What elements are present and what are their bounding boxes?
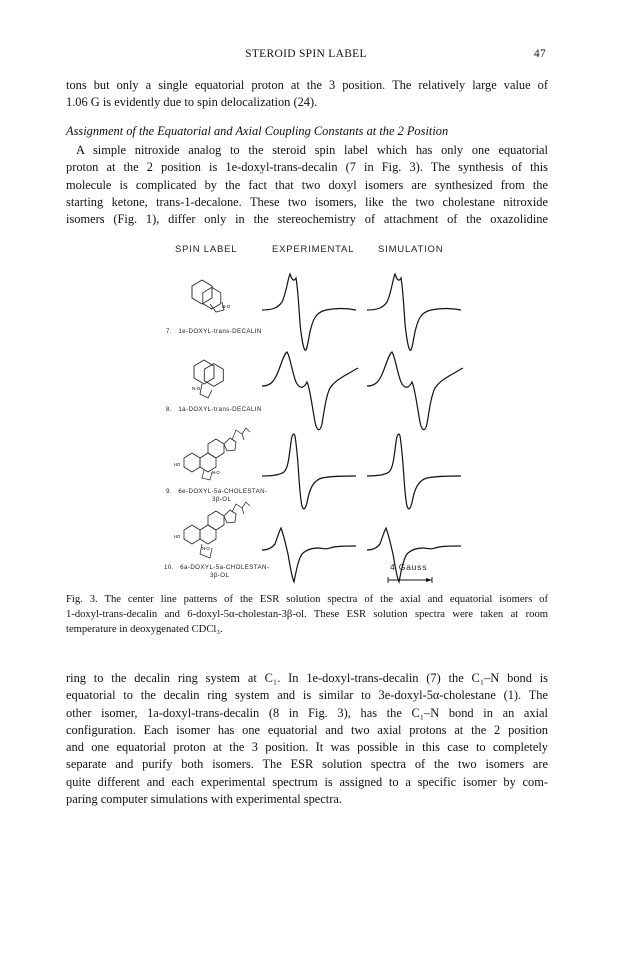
molecule-number: 7. <box>166 328 172 335</box>
column-header-experimental: EXPERIMENTAL <box>272 244 355 255</box>
paragraph-2 <box>66 142 548 228</box>
molecule-7-structure <box>180 274 240 324</box>
molecule-8-structure <box>180 352 240 402</box>
page-number: 47 <box>533 48 546 60</box>
caption-line: 1-doxyl-trans-decalin and 6-doxyl-5α-cholestan-3β-ol. These ESR solution spectra were taken at room <box>66 609 548 620</box>
text-line: and one equatorial proton at the 3 position. It was possible in this case to completely <box>66 740 548 755</box>
spectrum-8-experimental <box>260 348 360 434</box>
column-header-simulation: SIMULATION <box>378 244 444 255</box>
paragraph-3 <box>66 670 548 808</box>
molecule-name: 1e-DOXYL-trans-DECALIN <box>178 328 262 335</box>
nitroxide-label: N-O <box>212 470 220 475</box>
scale-label: 4 Gauss <box>390 562 428 572</box>
figure-caption <box>66 592 548 637</box>
running-title: STEROID SPIN LABEL <box>245 48 367 60</box>
molecule-name: 6e-DOXYL-5a-CHOLESTAN- <box>178 488 268 495</box>
text-line: equatorial to the decalin ring system and is similar to 3e-doxyl-5α-cholestane (1). The <box>66 688 548 703</box>
text-line: proton at the 2 position is 1e-doxyl-trans-decalin (7 in Fig. 3). The synthesis of this <box>66 160 548 175</box>
molecule-number: 9. <box>166 488 172 495</box>
spectrum-9-experimental <box>260 428 360 514</box>
text-line: configuration. Each isomer has one equatorial and two axial protons at the 2 position <box>66 722 548 737</box>
running-head <box>66 48 546 64</box>
figure-3 <box>150 244 480 588</box>
molecule-name: 6a-DOXYL-5a-CHOLESTAN- <box>180 564 270 571</box>
text-line: tons but only a single equatorial proton at the 3 position. The relatively large value of <box>66 78 548 92</box>
caption-line: Fig. 3. The center line patterns of the ESR solution spectra of the axial and equatorial isomers of <box>66 594 548 605</box>
hydroxyl-label: HO <box>174 462 181 467</box>
text-line: separate and purify both isomers. The ESR solution spectra of the two isomers are <box>66 757 548 772</box>
text-line: starting ketone, trans-1-decalone. These two isomers, like the two cholestane nitroxide <box>66 194 548 209</box>
text-line: isomers (Fig. 1), differ only in the stereochemistry of attachment of the oxazolidine <box>66 212 548 227</box>
molecule-10-structure <box>172 500 252 566</box>
scale-bar <box>386 576 434 584</box>
section-heading: Assignment of the Equatorial and Axial Coupling Constants at the 2 Position <box>66 124 449 138</box>
nitroxide-label: N-O <box>192 386 201 391</box>
text-line: A simple nitroxide analog to the steroid spin label which has only one equatorial <box>76 143 548 157</box>
molecule-label-7 <box>166 328 262 336</box>
text-line: 1.06 G is evidently due to spin delocalization (24). <box>66 95 318 110</box>
molecule-name: 1a-DOXYL-trans-DECALIN <box>178 406 262 413</box>
text-line: ring to the decalin ring system at C₁. In 1e-doxyl-trans-decalin (7) the C₁–N bond is <box>66 671 548 685</box>
spectrum-10-experimental <box>260 510 360 596</box>
molecule-label-10 <box>164 564 269 580</box>
hydroxyl-label: HO <box>174 534 181 539</box>
molecule-number: 10. <box>164 564 174 571</box>
spectrum-7-experimental <box>260 268 360 354</box>
molecule-name-line2: 3β-OL <box>210 572 230 579</box>
text-line: quite different and each experimental spectrum is assigned to a specific isomer by com- <box>66 774 548 789</box>
molecule-label-8 <box>166 406 262 414</box>
paragraph-1 <box>66 77 548 112</box>
caption-line: temperature in deoxygenated CDCl₃. <box>66 624 223 635</box>
spectrum-8-simulation <box>365 348 465 434</box>
nitroxide-label: N-O <box>202 546 210 551</box>
column-header-spin-label: SPIN LABEL <box>175 244 238 255</box>
spectrum-9-simulation <box>365 428 465 514</box>
text-line: other isomer, 1a-doxyl-trans-decalin (8 in Fig. 3), has the C₁–N bond in an axial <box>66 705 548 720</box>
text-line: paring computer simulations with experimental spectra. <box>66 792 342 807</box>
text-line: molecule is complicated by the fact that two doxyl isomers are synthesized from the <box>66 177 548 192</box>
molecule-number: 8. <box>166 406 172 413</box>
nitroxide-label: N-O <box>222 304 231 309</box>
molecule-name-line2: 3β-OL <box>212 496 232 503</box>
spectrum-7-simulation <box>365 268 465 354</box>
molecule-9-structure <box>172 420 252 486</box>
